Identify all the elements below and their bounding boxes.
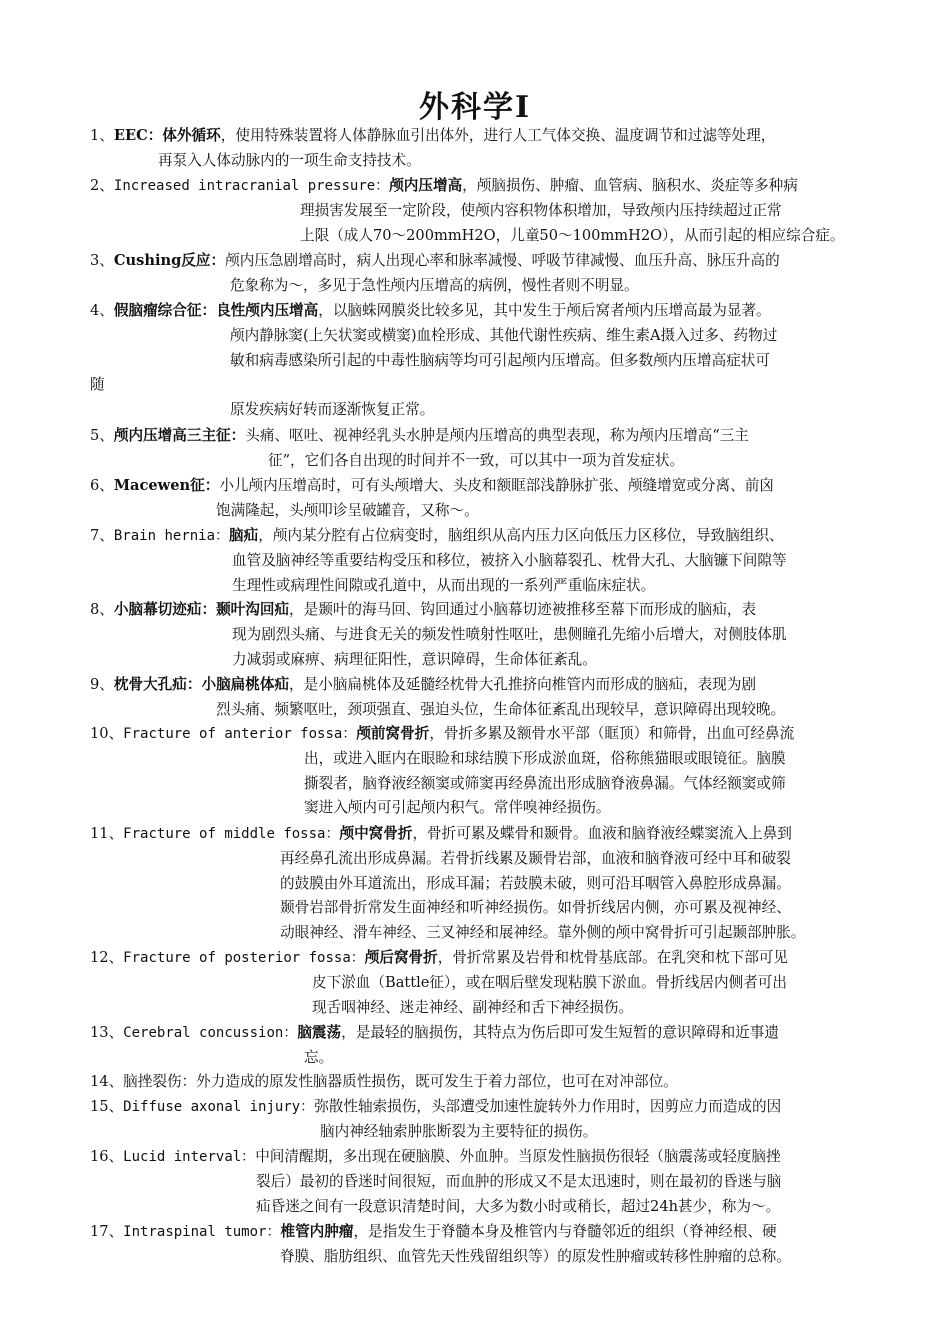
entry-line: 13、Cerebral concussion：脑震荡，是最轻的脑损伤，其特点为伤后即可发生短暂的意识障碍和近事遗 — [90, 1024, 779, 1041]
entry-line: 危象称为～，多见于急性颅内压增高的病例，慢性者则不明显。 — [230, 276, 639, 294]
entry-line: 撕裂者，脑脊液经额窦或筛窦再经鼻流出形成脑脊液鼻漏。气体经额窦或筛 — [304, 774, 786, 792]
entry-line: 皮下淤血（Battle征），或在咽后壁发现粘膜下淤血。骨折线居内侧者可出 — [312, 973, 787, 991]
entry-17 — [90, 1220, 868, 1270]
entry-line: 现舌咽神经、迷走神经、副神经和舌下神经损伤。 — [312, 998, 634, 1016]
entry-1 — [90, 124, 868, 174]
entry-line: 脑内神经轴索肿胀断裂为主要特征的损伤。 — [320, 1122, 598, 1140]
entry-line: 16、Lucid interval：中间清醒期，多出现在硬脑膜、外血肿。当原发性脑损伤很轻（脑震荡或轻度脑挫 — [90, 1148, 781, 1165]
entry-line: 6、Macewen征：小儿颅内压增高时，可有头颅增大、头皮和额眶部浅静脉扩张、颅缝增宽或分离、前囟 — [90, 477, 774, 494]
entry-line: 7、Brain hernia：脑疝，颅内某分腔有占位病变时，脑组织从高内压力区向低压力区移位，导致脑组织、 — [90, 527, 784, 544]
entry-line: 上限（成人70～200mmH2O，儿童50～100mmH2O），从而引起的相应综合症。 — [300, 226, 845, 244]
entry-line: 力减弱或麻痹、病理征阳性，意识障碍，生命体征紊乱。 — [232, 650, 597, 668]
entry-line: 颅内静脉窦(上矢状窦或横窦)血栓形成、其他代谢性疾病、维生素A摄入过多、药物过 — [230, 326, 778, 344]
entry-4 — [90, 299, 868, 423]
entry-line: 忘。 — [304, 1048, 334, 1066]
entry-12 — [90, 946, 868, 1020]
entry-line: 烈头痛、频繁呕吐，颈项强直、强迫头位，生命体征紊乱出现较早，意识障碍出现较晚。 — [216, 700, 786, 718]
entry-line: 4、假脑瘤综合征：良性颅内压增高，以脑蛛网膜炎比较多见，其中发生于颅后窝者颅内压增高最为显著。 — [90, 302, 771, 319]
entry-line: 敏和病毒感染所引起的中毒性脑病等均可引起颅内压增高。但多数颅内压增高症状可 — [230, 351, 770, 369]
entry-line: 11、Fracture of middle fossa：颅中窝骨折，骨折可累及蝶骨和颞骨。血液和脑脊液经蝶窦流入上鼻到 — [90, 825, 792, 842]
entry-line: 15、Diffuse axonal injury：弥散性轴索损伤，头部遭受加速性旋转外力作用时，因剪应力而造成的因 — [90, 1098, 782, 1115]
entry-line: 10、Fracture of anterior fossa：颅前窝骨折，骨折多累及额骨水平部（眶顶）和筛骨，出血可经鼻流 — [90, 725, 795, 742]
entry-11 — [90, 822, 868, 946]
entry-line: 5、颅内压增高三主征：头痛、呕吐、视神经乳头水肿是颅内压增高的典型表现，称为颅内压增高“三主 — [90, 427, 749, 444]
entry-line: 9、枕骨大孔疝：小脑扁桃体疝，是小脑扁桃体及延髓经枕骨大孔推挤向椎管内而形成的脑疝，表现为剧 — [90, 676, 757, 693]
entry-line: 动眼神经、滑车神经、三叉神经和展神经。靠外侧的颅中窝骨折可引起颞部肿胀。 — [280, 924, 806, 942]
entry-3 — [90, 249, 868, 299]
entry-line: 1、EEC：体外循环，使用特殊装置将人体静脉血引出体外，进行人工气体交换、温度调节和过滤等处理， — [90, 127, 776, 144]
entry-line: 窦进入颅内可引起颅内积气。常伴嗅神经损伤。 — [304, 799, 611, 817]
entry-14 — [90, 1070, 868, 1095]
entry-line: 血管及脑神经等重要结构受压和移位，被挤入小脑幕裂孔、枕骨大孔、大脑镰下间隙等 — [232, 551, 787, 569]
entry-line: 原发疾病好转而逐渐恢复正常。 — [230, 401, 435, 419]
entry-line: 裂后）最初的昏迷时间很短，而血肿的形成又不是太迅速时，则在最初的昏迷与脑 — [256, 1172, 782, 1190]
entry-line: 疝昏迷之间有一段意识清楚时间，大多为数小时或稍长，超过24h甚少，称为～。 — [256, 1197, 781, 1215]
entry-line: 再泵入人体动脉内的一项生命支持技术。 — [158, 151, 421, 169]
entry-line: 12、Fracture of posterior fossa：颅后窝骨折，骨折常累及岩骨和枕骨基底部。在乳突和枕下部可见 — [90, 949, 788, 966]
entry-line: 出，或进入眶内在眼睑和球结膜下形成淤血斑，俗称熊猫眼或眼镜征。脑膜 — [304, 749, 786, 767]
entry-8 — [90, 598, 868, 672]
entry-line: 2、Increased intracranial pressure：颅内压增高，颅脑损伤、肿瘤、血管病、脑积水、炎症等多种病 — [90, 177, 798, 194]
entry-line: 脊膜、脂肪组织、血管先天性残留组织等）的原发性肿瘤或转移性肿瘤的总称。 — [280, 1247, 791, 1265]
entry-line: 颞骨岩部骨折常发生面神经和听神经损伤。如骨折线居内侧，亦可累及视神经、 — [280, 899, 791, 917]
entry-7 — [90, 524, 868, 598]
entry-16 — [90, 1145, 868, 1219]
entry-5 — [90, 424, 868, 474]
entry-9 — [90, 673, 868, 723]
entry-2 — [90, 174, 868, 248]
entry-line: 3、Cushing反应：颅内压急剧增高时，病人出现心率和脉率减慢、呼吸节律减慢、血压升高、脉压升高的 — [90, 252, 780, 269]
entry-line: 的鼓膜由外耳道流出，形成耳漏；若鼓膜未破，则可沿耳咽管入鼻腔形成鼻漏。 — [280, 874, 791, 892]
entry-line: 现为剧烈头痛、与进食无关的频发性喷射性呕吐，患侧瞳孔先缩小后增大，对侧肢体肌 — [232, 625, 787, 643]
entry-line: 饱满隆起，头颅叩诊呈破罐音，又称～。 — [216, 501, 479, 519]
entry-10 — [90, 722, 868, 821]
entry-line: 14、脑挫裂伤：外力造成的原发性脑器质性损伤，既可发生于着力部位，也可在对冲部位。 — [90, 1073, 678, 1090]
entry-line: 17、Intraspinal tumor：椎管内肿瘤，是指发生于脊髓本身及椎管内与脊髓邻近的组织（脊神经根、硬 — [90, 1223, 777, 1240]
entry-6 — [90, 474, 868, 524]
entry-line: 理损害发展至一定阶段，使颅内容积物体积增加，导致颅内压持续超过正常 — [300, 201, 782, 219]
page-title: 外科学Ⅰ — [418, 90, 532, 125]
entry-line: 征”，它们各自出现的时间并不一致，可以其中一项为首发症状。 — [268, 451, 685, 469]
entry-line: 8、小脑幕切迹疝：颞叶沟回疝，是颞叶的海马回、钩回通过小脑幕切迹被推移至幕下而形成的脑疝，表 — [90, 601, 757, 618]
entry-line: 生理性或病理性间隙或孔道中，从而出现的一系列严重临床症状。 — [232, 576, 656, 594]
entry-line: 再经鼻孔流出形成鼻漏。若骨折线累及颞骨岩部，血液和脑脊液可经中耳和破裂 — [280, 849, 791, 867]
entry-13 — [90, 1021, 868, 1071]
entry-line: 随 — [90, 376, 105, 394]
entry-15 — [90, 1095, 868, 1145]
